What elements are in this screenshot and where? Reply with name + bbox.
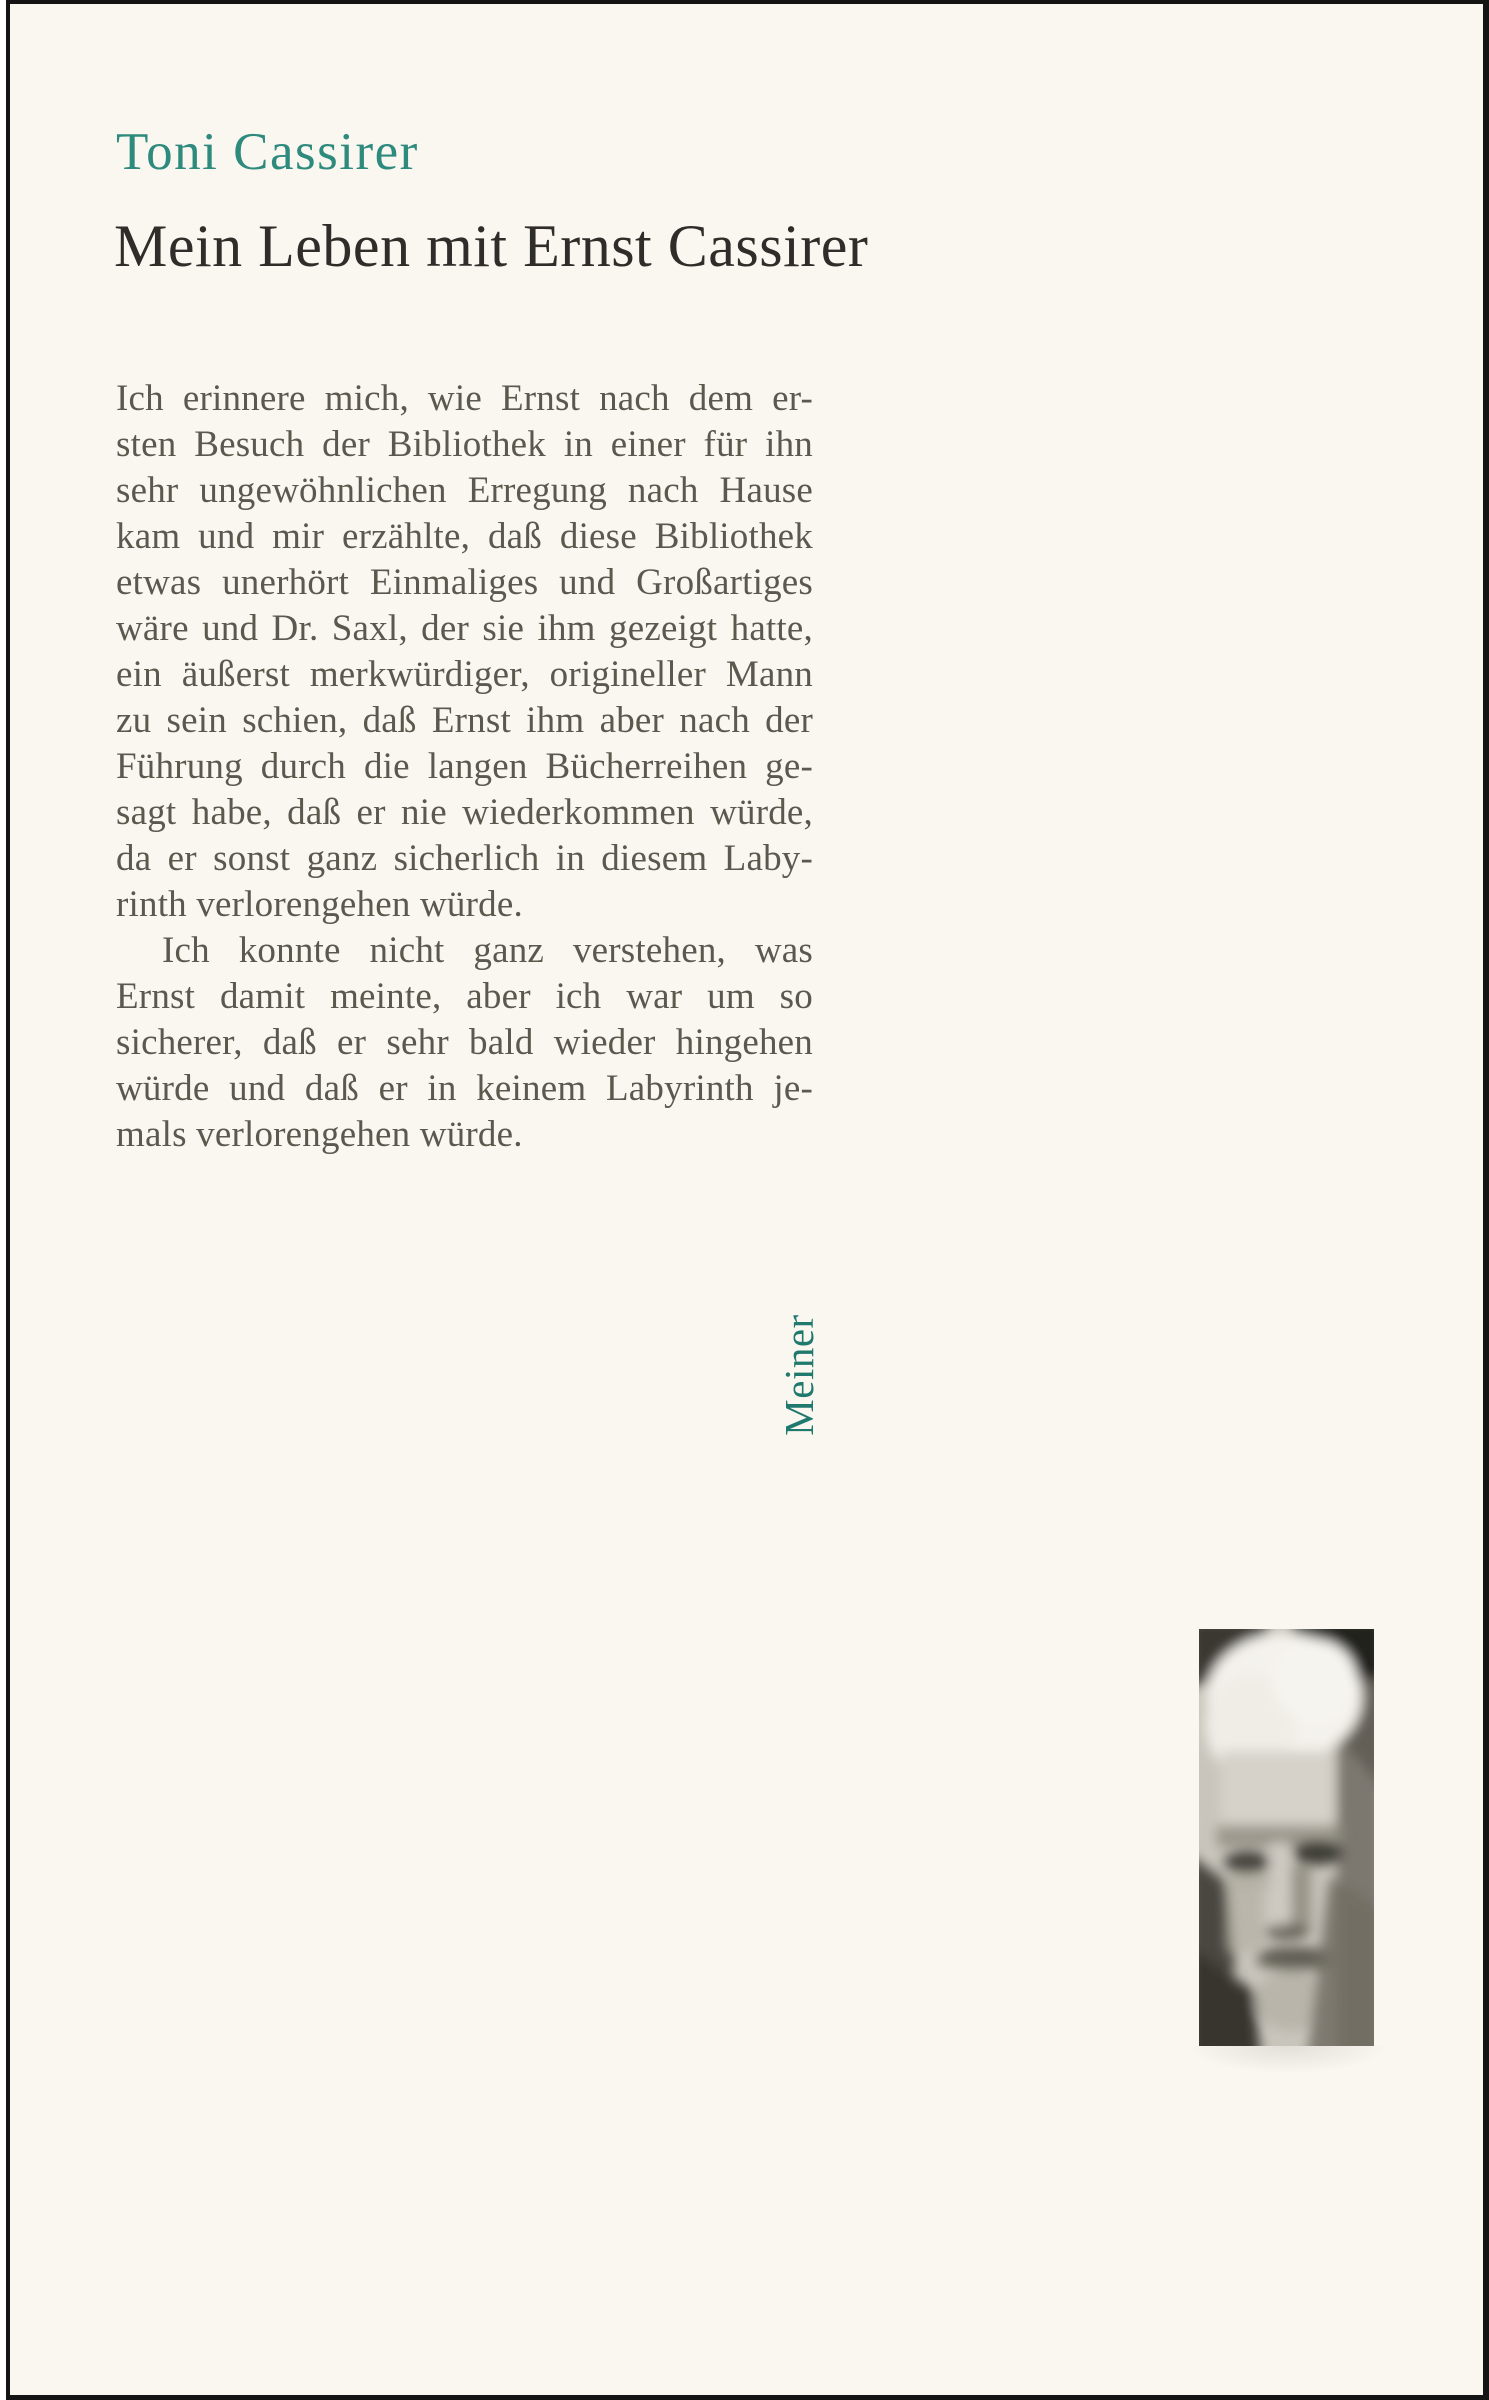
book-title: Mein Leben mit Ernst Cassirer (114, 213, 869, 279)
body-text-line: zu sein schien, daß Ernst ihm aber nach der (116, 700, 813, 741)
body-text-line: sagt habe, daß er nie wiederkommen würde, (116, 792, 813, 833)
portrait-photo (1199, 1629, 1374, 2046)
body-text (116, 376, 813, 1158)
body-text-line: mals verlorengehen würde. (116, 1114, 523, 1155)
body-text-line: Ich erinnere mich, wie Ernst nach dem er- (116, 378, 813, 419)
body-text-line: sten Besuch der Bibliothek in einer für ihn (116, 424, 813, 465)
body-text-line: rinth verlorengehen würde. (116, 884, 523, 925)
author-name: Toni Cassirer (116, 123, 419, 181)
body-text-line: sehr ungewöhnlichen Erregung nach Hause (116, 470, 813, 511)
body-text-line: sicherer, daß er sehr bald wieder hingehen (116, 1022, 813, 1063)
body-text-line: etwas unerhört Einmaliges und Großartiges (116, 562, 813, 603)
body-text-line: kam und mir erzählte, daß diese Bibliothek (116, 516, 813, 557)
body-text-line: Ich konnte nicht ganz verstehen, was (162, 930, 813, 971)
body-text-line: Ernst damit meinte, aber ich war um so (116, 976, 813, 1017)
body-text-line: würde und daß er in keinem Labyrinth je- (116, 1068, 813, 1109)
portrait-photo-illustration (1199, 1629, 1374, 2046)
publisher-logo-vertical: Meiner (776, 1314, 822, 1436)
body-text-line: ein äußerst merkwürdiger, origineller Mann (116, 654, 813, 695)
photo-scan-smudge (1185, 2046, 1390, 2074)
body-text-line: wäre und Dr. Saxl, der sie ihm gezeigt hatte, (116, 608, 813, 649)
body-text-line: Führung durch die langen Bücherreihen ge- (116, 746, 813, 787)
body-text-line: da er sonst ganz sicherlich in diesem Laby- (116, 838, 813, 879)
